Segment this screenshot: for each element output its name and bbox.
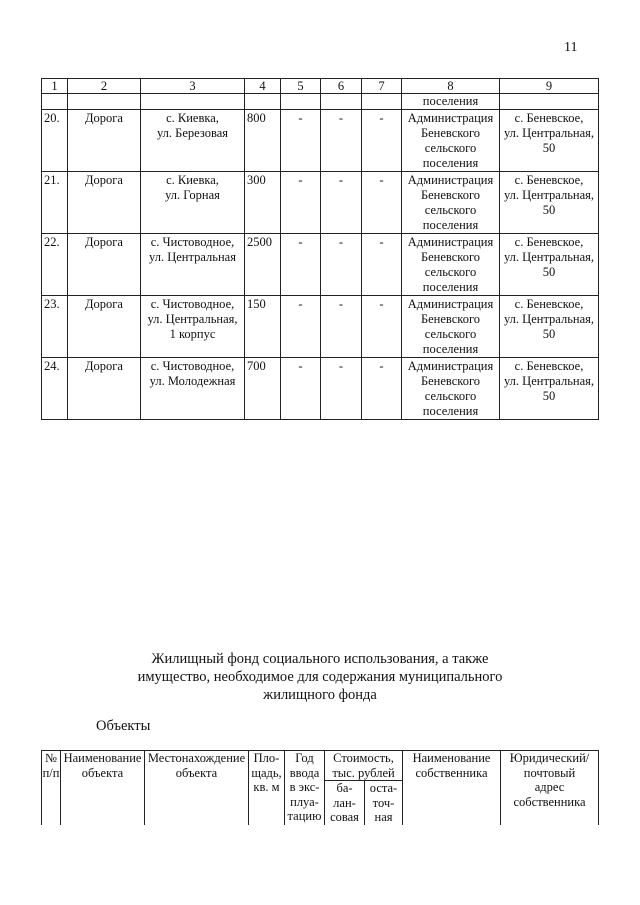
table-cell (362, 94, 402, 110)
owner-name: Администрация Беневского сельского поселения (402, 172, 500, 234)
object-location: с. Киевка, ул. Березовая (141, 110, 245, 172)
continuation-row (42, 94, 599, 110)
column-number: 9 (500, 79, 599, 94)
object-name: Дорога (68, 234, 141, 296)
roads-table (41, 78, 599, 420)
row-number: 24. (42, 358, 68, 420)
table-cell: - (281, 172, 321, 234)
column-number: 2 (68, 79, 141, 94)
header-address: Юридический/ почтовый адрес собственника (501, 751, 599, 825)
column-number: 3 (141, 79, 245, 94)
table-cell: - (321, 172, 362, 234)
row-number: 22. (42, 234, 68, 296)
column-number: 7 (362, 79, 402, 94)
header-cost-residual: оста- точ- ная (365, 781, 403, 825)
table-cell (281, 94, 321, 110)
table-row (42, 172, 599, 234)
header-year: Год ввода в экс- плуа- тацию (285, 751, 325, 825)
table-cell: - (321, 358, 362, 420)
column-number: 5 (281, 79, 321, 94)
object-name: Дорога (68, 358, 141, 420)
table-row (42, 296, 599, 358)
owner-name: Администрация Беневского сельского поселения (402, 358, 500, 420)
table-cell: - (362, 172, 402, 234)
header-cost-balance: ба- лан- совая (325, 781, 365, 825)
header-location: Местонахождение объекта (145, 751, 249, 825)
owner-name: Администрация Беневского сельского поселения (402, 296, 500, 358)
owner-address: с. Беневское, ул. Центральная, 50 (500, 172, 599, 234)
table-cell (245, 94, 281, 110)
objects-label: Объекты (96, 718, 151, 734)
column-number: 1 (42, 79, 68, 94)
object-area: 700 (245, 358, 281, 420)
table-cell (42, 94, 68, 110)
header-area: Пло- щадь, кв. м (249, 751, 285, 825)
owner-address: с. Беневское, ул. Центральная, 50 (500, 234, 599, 296)
object-area: 300 (245, 172, 281, 234)
table-cell: - (362, 358, 402, 420)
page-number: 11 (564, 40, 578, 55)
table-cell: - (362, 296, 402, 358)
row-number: 21. (42, 172, 68, 234)
owner-address: с. Беневское, ул. Центральная, 50 (500, 358, 599, 420)
table-cell: - (362, 110, 402, 172)
table-cell: - (281, 234, 321, 296)
object-name: Дорога (68, 110, 141, 172)
header-cost: Стоимость, тыс. рублей (325, 751, 403, 781)
table-header-row (42, 79, 599, 94)
table-cell: - (281, 110, 321, 172)
header-owner: Наименование собственника (403, 751, 501, 825)
row-number: 20. (42, 110, 68, 172)
column-number: 6 (321, 79, 362, 94)
object-location: с. Киевка, ул. Горная (141, 172, 245, 234)
table-cell: - (281, 358, 321, 420)
row-number: 23. (42, 296, 68, 358)
table-cell (68, 94, 141, 110)
object-area: 800 (245, 110, 281, 172)
owner-name: Администрация Беневского сельского поселения (402, 234, 500, 296)
table-cell (500, 94, 599, 110)
table-cell: - (362, 234, 402, 296)
object-location: с. Чистоводное, ул. Центральная (141, 234, 245, 296)
table-header-row (42, 751, 599, 781)
column-number: 4 (245, 79, 281, 94)
table-row (42, 110, 599, 172)
header-name: Наименование объекта (61, 751, 145, 825)
section-title: Жилищный фонд социального использования, а также имущество, необходимое для содержания муниципального жилищного фонда (137, 651, 503, 703)
object-area: 150 (245, 296, 281, 358)
table-cell: поселения (402, 94, 500, 110)
table-cell (141, 94, 245, 110)
object-name: Дорога (68, 172, 141, 234)
header-num: № п/п (42, 751, 61, 825)
object-location: с. Чистоводное, ул. Молодежная (141, 358, 245, 420)
owner-address: с. Беневское, ул. Центральная, 50 (500, 110, 599, 172)
table-cell: - (321, 234, 362, 296)
table-cell: - (321, 296, 362, 358)
table-cell: - (321, 110, 362, 172)
table-cell: - (281, 296, 321, 358)
object-location: с. Чистоводное, ул. Центральная, 1 корпус (141, 296, 245, 358)
owner-address: с. Беневское, ул. Центральная, 50 (500, 296, 599, 358)
table-row (42, 358, 599, 420)
object-area: 2500 (245, 234, 281, 296)
object-name: Дорога (68, 296, 141, 358)
table-row (42, 234, 599, 296)
owner-name: Администрация Беневского сельского поселения (402, 110, 500, 172)
housing-objects-table (41, 750, 599, 825)
table-cell (321, 94, 362, 110)
column-number: 8 (402, 79, 500, 94)
